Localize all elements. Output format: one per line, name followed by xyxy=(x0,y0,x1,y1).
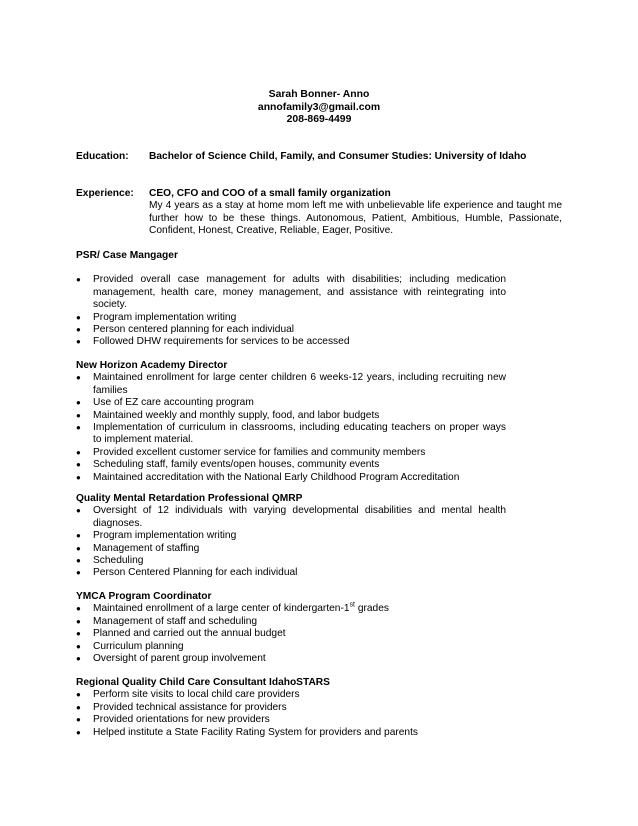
list-item: ● Maintained enrollment of a large center of kindergarten-1st grades xyxy=(76,602,389,615)
list-item: ● Curriculum planning xyxy=(76,640,184,652)
list-item: ● Person Centered Planning for each individual xyxy=(76,567,298,579)
section-title: New Horizon Academy Director xyxy=(76,360,228,371)
list-item: ● Program implementation writing xyxy=(76,530,237,542)
bullet-icon: ● xyxy=(76,398,81,408)
candidate-phone: 208-869-4499 xyxy=(286,114,352,126)
bullet-icon: ● xyxy=(76,423,81,433)
bullet-icon: ● xyxy=(76,447,81,457)
bullet-icon: ● xyxy=(76,325,81,335)
experience-summary xyxy=(149,188,562,238)
bullet-icon: ● xyxy=(76,616,81,626)
bullet-list xyxy=(76,505,506,579)
section-title: PSR/ Case Mangager xyxy=(76,250,178,261)
section-new-horizon xyxy=(76,360,566,484)
list-item: ● Maintained enrollment for large center children 6 weeks-12 years, including recruiting new families xyxy=(76,372,506,396)
list-item: ● Maintained weekly and monthly supply, food, and labor budgets xyxy=(76,409,380,421)
list-item: ● Scheduling xyxy=(76,555,144,567)
bullet-icon: ● xyxy=(76,275,81,285)
bullet-icon: ● xyxy=(76,641,81,651)
bullet-icon: ● xyxy=(76,543,81,553)
bullet-list xyxy=(76,689,506,739)
bullet-icon: ● xyxy=(76,337,81,347)
list-item: ● Helped institute a State Facility Rating System for providers and parents xyxy=(76,726,419,738)
list-item: ● Management of staff and scheduling xyxy=(76,615,258,627)
bullet-icon: ● xyxy=(76,568,81,578)
education-label: Education: xyxy=(76,151,129,162)
candidate-email: annofamily3@gmail.com xyxy=(257,101,381,113)
list-item: ● Maintained accreditation with the National Early Childhood Program Accreditation xyxy=(76,471,460,483)
section-idahostars xyxy=(76,677,566,739)
education-degree: Bachelor of Science Child, Family, and Consumer Studies: University of Idaho xyxy=(149,151,527,162)
bullet-icon: ● xyxy=(76,604,81,614)
section-ymca xyxy=(76,591,566,665)
resume-header xyxy=(0,89,638,127)
bullet-icon: ● xyxy=(76,460,81,470)
bullet-icon: ● xyxy=(76,410,81,420)
bullet-icon: ● xyxy=(76,702,81,712)
bullet-icon: ● xyxy=(76,531,81,541)
list-item: ● Person centered planning for each individual xyxy=(76,324,295,336)
list-item: ● Planned and carried out the annual budget xyxy=(76,628,286,640)
bullet-icon: ● xyxy=(76,715,81,725)
list-item: ● Provided technical assistance for providers xyxy=(76,701,287,713)
list-item: ● Followed DHW requirements for services to be accessed xyxy=(76,336,350,348)
section-qmrp xyxy=(76,493,566,580)
experience-label: Experience: xyxy=(76,188,134,199)
bullet-icon: ● xyxy=(76,312,81,322)
section-title: Regional Quality Child Care Consultant IdahoSTARS xyxy=(76,677,330,688)
list-item: ● Oversight of 12 individuals with varying developmental disabilities and mental health diagnoses. xyxy=(76,505,506,529)
experience-title: CEO, CFO and COO of a small family organization xyxy=(149,188,391,199)
section-psr-case-manager xyxy=(76,250,566,349)
bullet-icon: ● xyxy=(76,690,81,700)
list-item: ● Oversight of parent group involvement xyxy=(76,653,266,665)
list-item: ● Use of EZ care accounting program xyxy=(76,397,254,409)
bullet-list xyxy=(76,372,506,484)
bullet-icon: ● xyxy=(76,556,81,566)
bullet-list xyxy=(76,274,506,348)
list-item: ● Provided orientations for new providers xyxy=(76,714,270,726)
bullet-icon: ● xyxy=(76,472,81,482)
list-item: ● Perform site visits to local child care providers xyxy=(76,689,300,701)
list-item: ● Program implementation writing xyxy=(76,311,237,323)
bullet-icon: ● xyxy=(76,506,81,516)
bullet-icon: ● xyxy=(76,373,81,383)
bullet-list xyxy=(76,603,506,665)
list-item: ● Provided overall case management for adults with disabilities; including medication management, health care, money management, and assistance with reintegrating into society. xyxy=(76,274,506,311)
list-item: ● Implementation of curriculum in classrooms, including educating teachers on proper ways to implement material. xyxy=(76,422,506,446)
list-item: ● Provided excellent customer service for families and community members xyxy=(76,446,426,458)
bullet-icon: ● xyxy=(76,654,81,664)
experience-description: My 4 years as a stay at home mom left me with unbelievable life experience and taught me further how to be these things. Autonomous, Patient, Ambitious, Humble, Passionate, Confident, Honest, Creative, Reliable, Eager, Positive. xyxy=(149,200,562,237)
candidate-name: Sarah Bonner- Anno xyxy=(268,89,370,100)
list-item: ● Management of staffing xyxy=(76,542,200,554)
bullet-icon: ● xyxy=(76,629,81,639)
section-title: Quality Mental Retardation Professional QMRP xyxy=(76,493,303,504)
bullet-icon: ● xyxy=(76,727,81,737)
list-item: ● Scheduling staff, family events/open houses, community events xyxy=(76,459,380,471)
section-title: YMCA Program Coordinator xyxy=(76,591,212,602)
